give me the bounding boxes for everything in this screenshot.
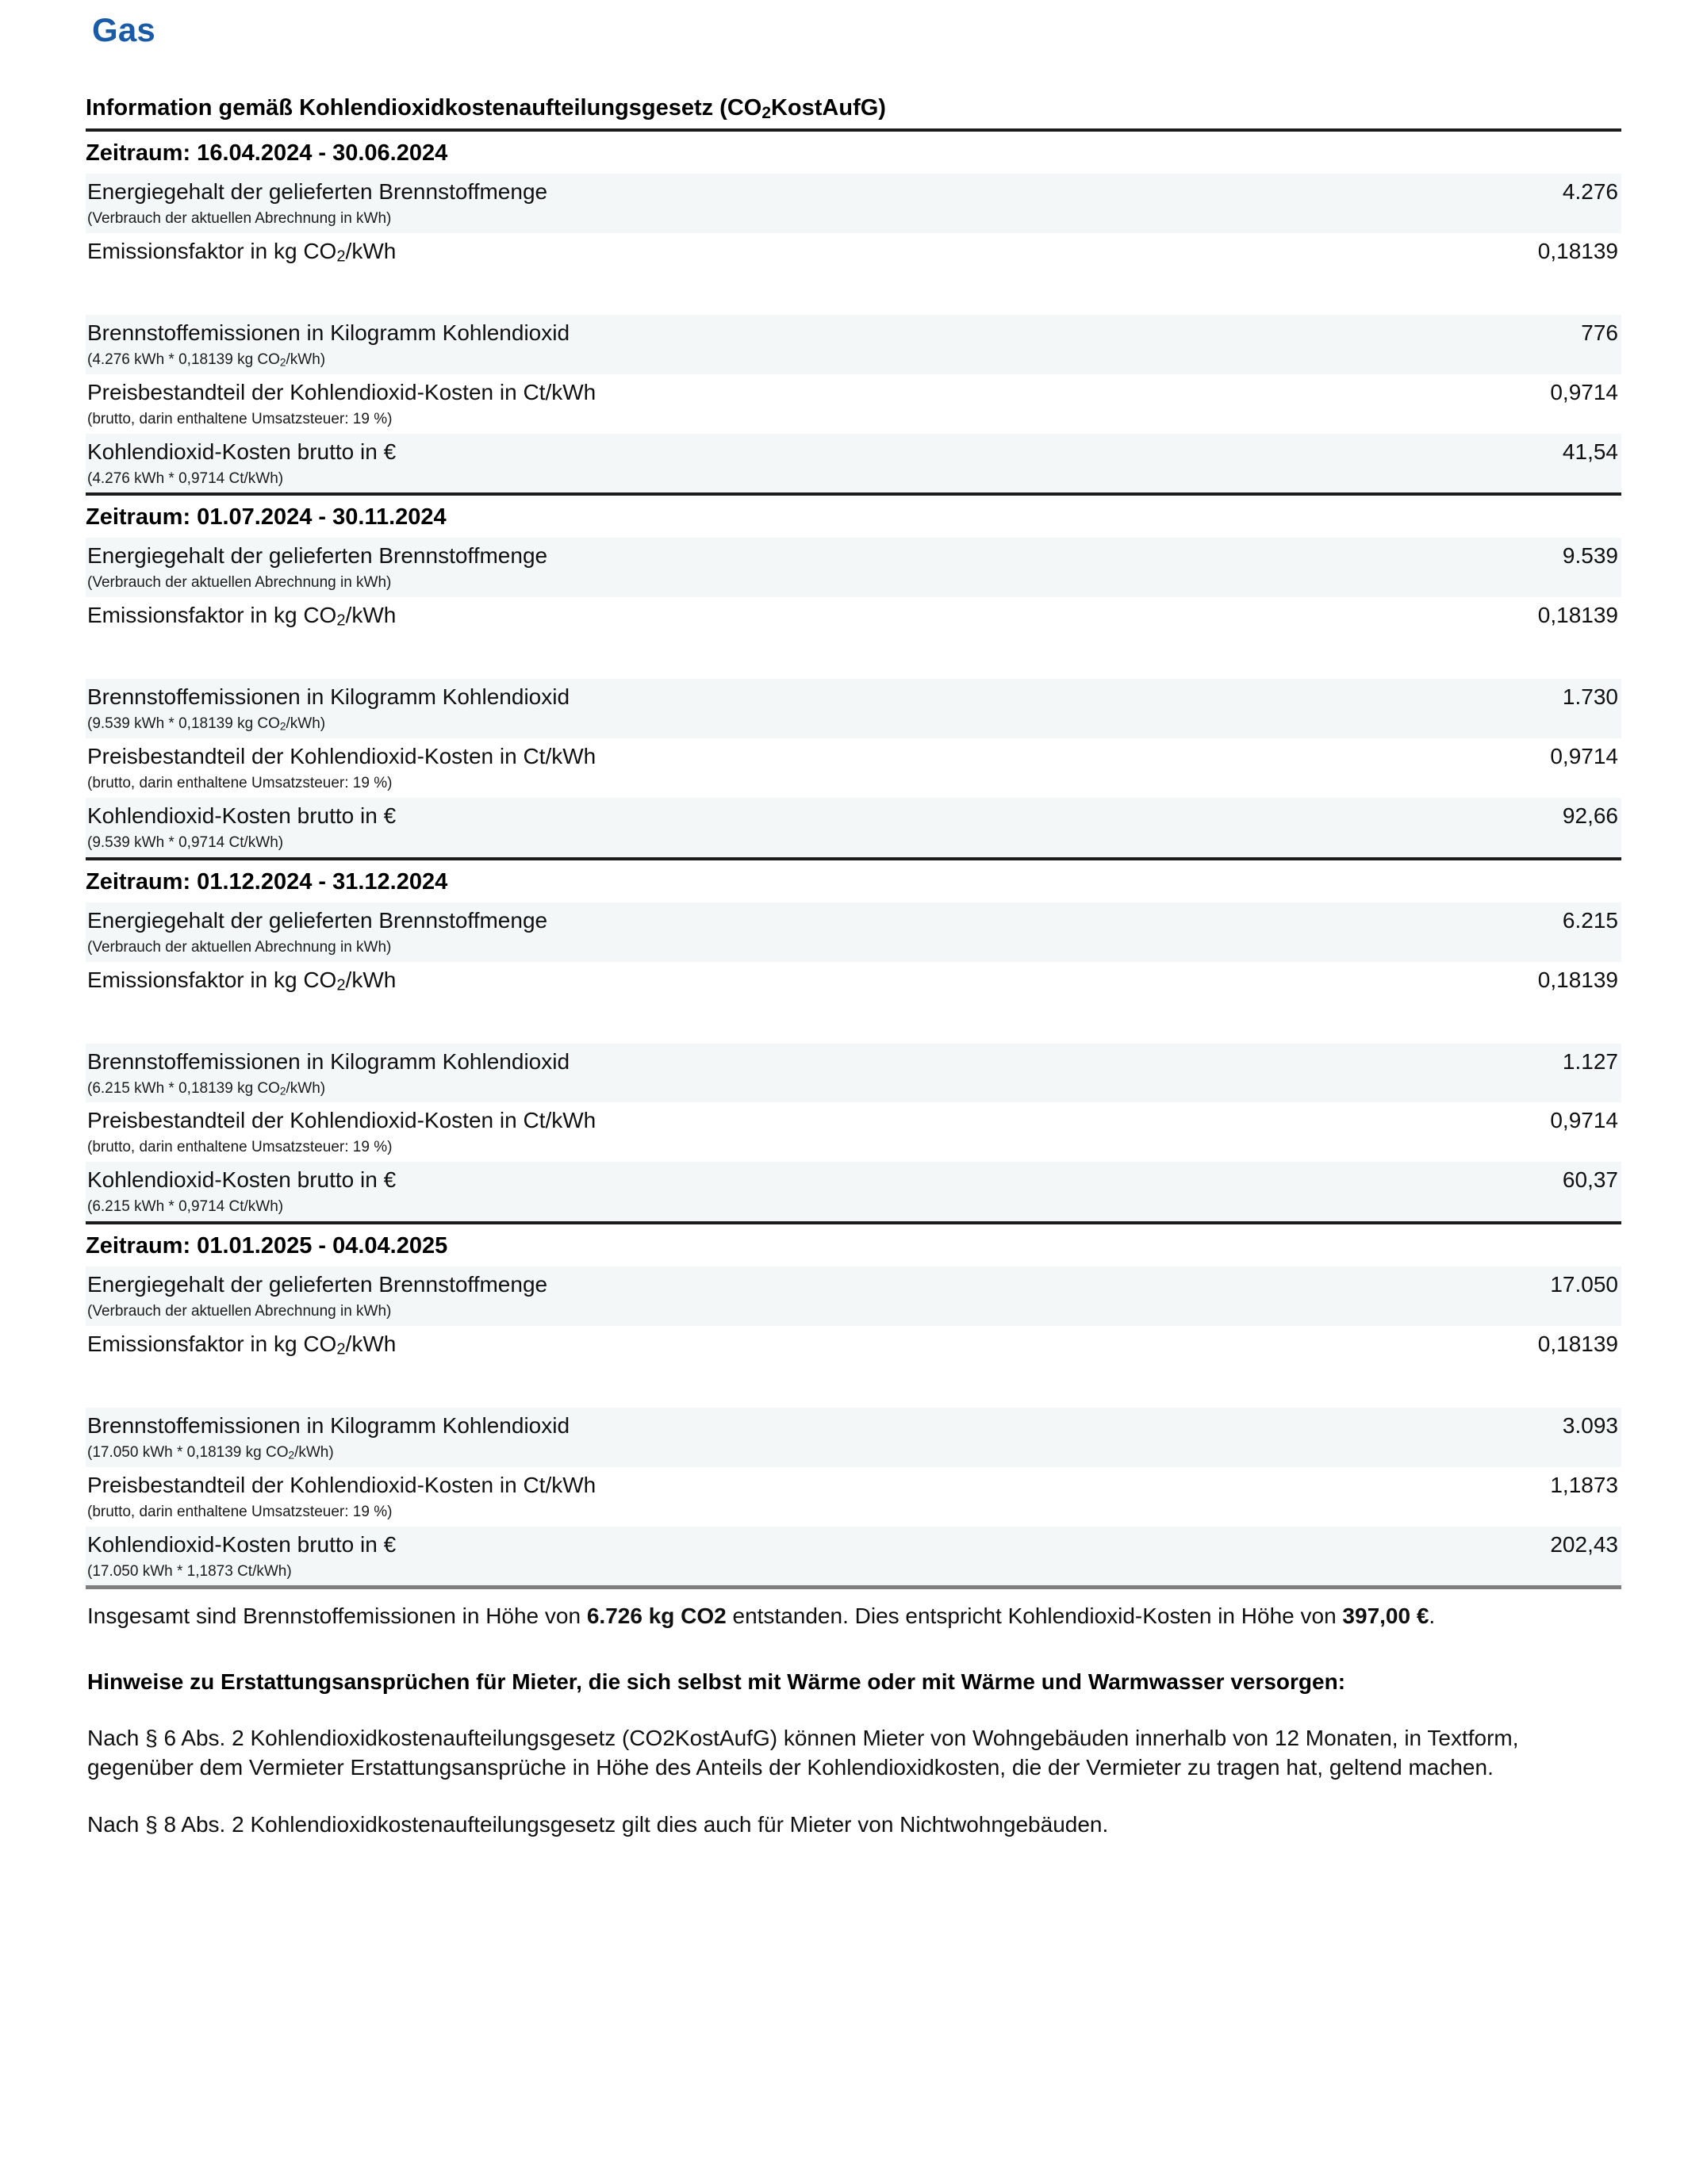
- row-value: 0,18139: [1537, 238, 1618, 263]
- table-row: [86, 1408, 1621, 1467]
- row-sublabel: (17.050 kWh * 0,18139 kg $CO_2/kWh$): [87, 1443, 334, 1462]
- summary-part3: .: [1429, 1604, 1436, 1629]
- row-sublabel: (brutto, darin enthaltene Umsatzsteuer: 19 %): [87, 775, 393, 792]
- row-value: 6.215: [1562, 907, 1618, 933]
- row-label: Emissionsfaktor in kg $CO_2$/kWh: [87, 967, 397, 994]
- table-row: [86, 597, 1621, 679]
- row-value: 776: [1581, 320, 1618, 345]
- row-sublabel: (17.050 kWh * 1,1873 Ct/kWh): [87, 1562, 292, 1580]
- period-title: Zeitraum: 01.07.2024 - 30.11.2024: [86, 504, 447, 531]
- row-text: [87, 439, 1531, 489]
- period-block: [86, 492, 1621, 856]
- row-value: 1.127: [1562, 1048, 1618, 1074]
- row-value: 17.050: [1550, 1272, 1618, 1297]
- row-label: Energiegehalt der gelieferten Brennstoffmenge: [87, 543, 548, 569]
- period-block: [86, 857, 1621, 1221]
- row-text: [87, 1472, 1518, 1522]
- period-rows: [86, 1266, 1621, 1585]
- row-text: [87, 1271, 1518, 1321]
- row-value: 4.276: [1562, 179, 1618, 204]
- row-value: 0,9714: [1550, 744, 1618, 769]
- row-value: 60,37: [1562, 1167, 1618, 1193]
- row-value: 92,66: [1562, 803, 1618, 828]
- table-row: [86, 1266, 1621, 1326]
- section-heading: Information gemäß Kohlendioxidkostenaufteilungsgesetz $(CO_2KostAufG)$: [86, 95, 886, 122]
- row-value: 0,18139: [1537, 603, 1618, 628]
- row-text: [87, 743, 1518, 793]
- row-label: Preisbestandteil der Kohlendioxid-Kosten in Ct/kWh: [87, 1108, 596, 1133]
- row-label: Preisbestandteil der Kohlendioxid-Kosten in Ct/kWh: [87, 379, 596, 404]
- row-text: [87, 803, 1531, 853]
- table-row: [86, 902, 1621, 962]
- row-sublabel: (6.215 kWh * 0,9714 Ct/kWh): [87, 1198, 284, 1216]
- row-value: 41,54: [1562, 439, 1618, 464]
- row-value: 202,43: [1550, 1531, 1618, 1557]
- row-sublabel: (brutto, darin enthaltene Umsatzsteuer: 19 %): [87, 1503, 393, 1520]
- period-title: Zeitraum: 01.12.2024 - 31.12.2024: [86, 868, 448, 895]
- table-row: [86, 538, 1621, 597]
- period-rows: [86, 902, 1621, 1221]
- row-text: [87, 542, 1531, 592]
- table-row: [86, 374, 1621, 434]
- notes-heading: Hinweise zu Erstattungsansprüchen für Mieter, die sich selbst mit Wärme oder mit Wärme und Warmwasser versorgen:: [87, 1669, 1346, 1694]
- row-text: [87, 178, 1531, 228]
- row-text: [87, 320, 1549, 370]
- row-sublabel: (Verbrauch der aktuellen Abrechnung in kWh): [87, 574, 392, 592]
- table-row: [86, 1162, 1621, 1221]
- period-rows: [86, 174, 1621, 492]
- row-sublabel: (brutto, darin enthaltene Umsatzsteuer: 19 %): [87, 410, 393, 427]
- row-label: Preisbestandteil der Kohlendioxid-Kosten in Ct/kWh: [87, 1472, 596, 1497]
- period-blocks: [86, 132, 1621, 1585]
- row-value: 3.093: [1562, 1412, 1618, 1438]
- row-text: [87, 1331, 1506, 1357]
- table-row: [86, 315, 1621, 374]
- row-label: Kohlendioxid-Kosten brutto in €: [87, 439, 397, 464]
- row-text: [87, 907, 1531, 957]
- row-sublabel: (9.539 kWh * 0,9714 Ct/kWh): [87, 833, 284, 851]
- summary-paragraph: [86, 1589, 1621, 1630]
- period-title: Zeitraum: 16.04.2024 - 30.06.2024: [86, 140, 448, 166]
- row-text: [87, 1531, 1518, 1581]
- table-row: [86, 434, 1621, 493]
- row-sublabel: (brutto, darin enthaltene Umsatzsteuer: 19 %): [87, 1139, 393, 1156]
- notes-paragraph-1: Nach § 6 Abs. 2 Kohlendioxidkostenaufteilungsgesetz (CO2KostAufG) können Mieter von Wohngebäuden innerhalb von 12 Monaten, in Textform, gegenüber dem Vermieter Erstattungsansprüche in Höhe des Anteils der Kohlendioxidkosten, die der Vermieter zu tragen hat, geltend machen.: [87, 1726, 1519, 1780]
- row-sublabel: (Verbrauch der aktuellen Abrechnung in kWh): [87, 210, 392, 228]
- table-row: [86, 679, 1621, 738]
- row-text: [87, 1048, 1531, 1098]
- row-value: 9.539: [1562, 543, 1618, 569]
- page-title: Gas: [92, 11, 155, 48]
- row-label: Energiegehalt der gelieferten Brennstoffmenge: [87, 907, 548, 933]
- row-sublabel: (4.276 kWh * 0,9714 Ct/kWh): [87, 469, 284, 487]
- row-label: Brennstoffemissionen in Kilogramm Kohlendioxid: [87, 320, 570, 345]
- period-block: [86, 132, 1621, 492]
- table-row: [86, 233, 1621, 315]
- row-label: Kohlendioxid-Kosten brutto in €: [87, 1167, 397, 1193]
- row-label: Brennstoffemissionen in Kilogramm Kohlendioxid: [87, 1048, 570, 1074]
- row-sublabel: (Verbrauch der aktuellen Abrechnung in kWh): [87, 1303, 392, 1320]
- summary-total-emissions: 6.726 kg CO2: [586, 1604, 727, 1629]
- row-text: [87, 684, 1531, 734]
- row-value: 0,9714: [1550, 1108, 1618, 1133]
- table-row: [86, 1044, 1621, 1103]
- row-sublabel: (9.539 kWh * 0,18139 kg $CO_2/kWh$): [87, 715, 326, 733]
- row-sublabel: (4.276 kWh * 0,18139 kg $CO_2/kWh$): [87, 351, 326, 369]
- notes-paragraph-2: Nach § 8 Abs. 2 Kohlendioxidkostenaufteilungsgesetz gilt dies auch für Mieter von Nichtwohngebäuden.: [87, 1811, 1109, 1837]
- row-label: Brennstoffemissionen in Kilogramm Kohlendioxid: [87, 1412, 570, 1438]
- period-title: Zeitraum: 01.01.2025 - 04.04.2025: [86, 1233, 448, 1259]
- row-label: Emissionsfaktor in kg $CO_2$/kWh: [87, 238, 397, 266]
- row-value: 0,9714: [1550, 379, 1618, 404]
- row-label: Energiegehalt der gelieferten Brennstoffmenge: [87, 179, 548, 204]
- row-text: [87, 967, 1506, 993]
- row-value: 1.730: [1562, 684, 1618, 710]
- summary-total-costs: 397,00 €: [1342, 1604, 1429, 1629]
- row-label: Brennstoffemissionen in Kilogramm Kohlendioxid: [87, 684, 570, 710]
- table-row: [86, 1102, 1621, 1162]
- table-row: [86, 1467, 1621, 1527]
- row-label: Kohlendioxid-Kosten brutto in €: [87, 1531, 397, 1557]
- table-row: [86, 174, 1621, 233]
- table-row: [86, 962, 1621, 1044]
- row-label: Emissionsfaktor in kg $CO_2$/kWh: [87, 1331, 397, 1358]
- table-row: [86, 1326, 1621, 1408]
- row-value: 0,18139: [1537, 1331, 1618, 1356]
- table-row: [86, 1527, 1621, 1586]
- row-label: Kohlendioxid-Kosten brutto in €: [87, 803, 397, 828]
- row-text: [87, 602, 1506, 628]
- row-text: [87, 379, 1518, 429]
- row-value: 1,1873: [1550, 1472, 1618, 1497]
- row-text: [87, 1412, 1531, 1462]
- summary-part2: entstanden. Dies entspricht Kohlendioxid-Kosten in Höhe von: [726, 1604, 1343, 1629]
- row-sublabel: (Verbrauch der aktuellen Abrechnung in kWh): [87, 938, 392, 956]
- period-block: [86, 1221, 1621, 1585]
- row-sublabel: (6.215 kWh * 0,18139 kg $CO_2/kWh$): [87, 1079, 326, 1098]
- period-rows: [86, 538, 1621, 856]
- table-row: [86, 738, 1621, 798]
- row-text: [87, 1167, 1531, 1217]
- row-label: Preisbestandteil der Kohlendioxid-Kosten in Ct/kWh: [87, 744, 596, 769]
- table-row: [86, 798, 1621, 857]
- row-value: 0,18139: [1537, 967, 1618, 992]
- row-label: Emissionsfaktor in kg $CO_2$/kWh: [87, 603, 397, 630]
- row-label: Energiegehalt der gelieferten Brennstoffmenge: [87, 1272, 548, 1297]
- summary-part1: Insgesamt sind Brennstoffemissionen in Höhe von: [87, 1604, 587, 1629]
- row-text: [87, 1107, 1518, 1157]
- row-text: [87, 238, 1506, 264]
